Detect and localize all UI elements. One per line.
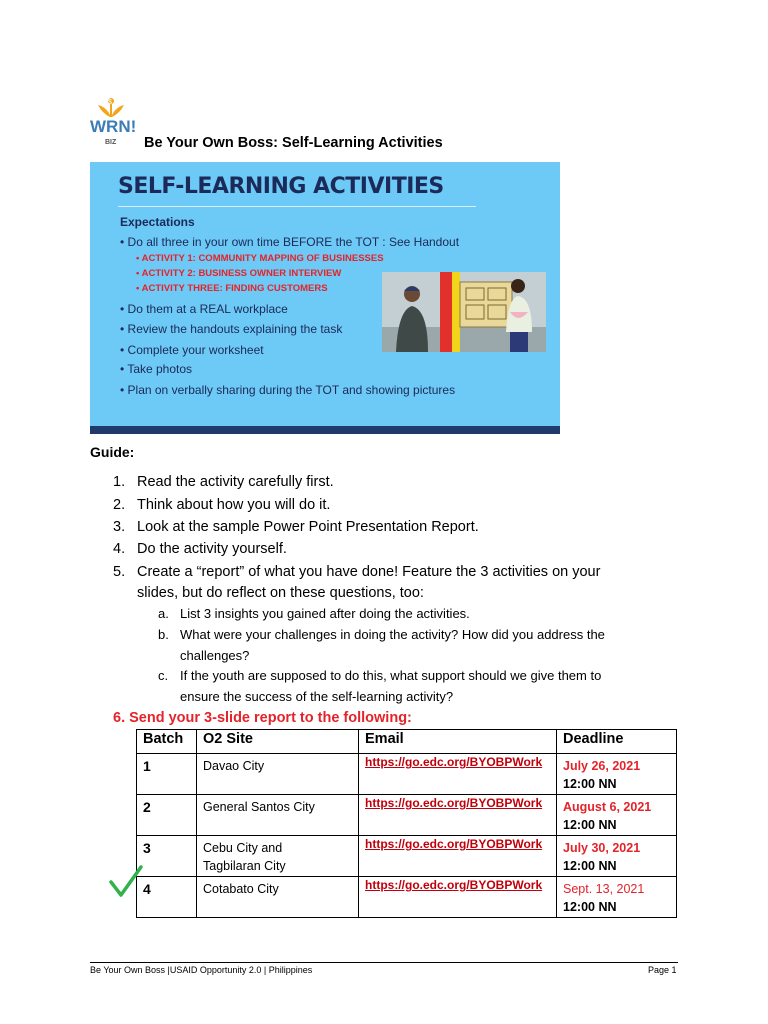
deadline-time: 12:00 NN xyxy=(563,818,617,832)
step-text: Read the activity carefully first. xyxy=(137,474,334,490)
step-text: Create a “report” of what you have done! Feature the 3 activities on your xyxy=(137,564,601,580)
site-line: Tagbilaran City xyxy=(203,859,286,873)
column-header-batch: Batch xyxy=(137,730,197,754)
logo-subtext: BIZ xyxy=(105,139,117,146)
slide-bullet: • Do them at a REAL workplace xyxy=(120,302,288,316)
checkmark-icon xyxy=(108,864,144,900)
email-link[interactable]: https://go.edc.org/BYOBPWork xyxy=(359,877,557,918)
substep-text: ensure the success of the self-learning activity? xyxy=(180,689,454,704)
email-link[interactable]: https://go.edc.org/BYOBPWork xyxy=(359,795,557,836)
column-header-email: Email xyxy=(359,730,557,754)
column-header-deadline: Deadline xyxy=(557,730,677,754)
table-row xyxy=(137,754,677,795)
email-link[interactable]: https://go.edc.org/BYOBPWork xyxy=(359,836,557,877)
deadline-cell xyxy=(557,795,677,836)
site-cell xyxy=(197,877,359,918)
batch-cell: 2 xyxy=(137,795,197,836)
people-at-board-photo xyxy=(382,272,546,352)
slide-bullet: • Take photos xyxy=(120,362,193,376)
deadline-time: 12:00 NN xyxy=(563,777,617,791)
wrn-logo xyxy=(90,95,140,153)
site-cell xyxy=(197,836,359,877)
substep-text: List 3 insights you gained after doing the activities. xyxy=(180,606,470,621)
step-number: 2. xyxy=(113,497,126,513)
step-number: 4. xyxy=(113,541,126,557)
table-row xyxy=(137,877,677,918)
send-report-instruction: 6. Send your 3-slide report to the following: xyxy=(113,710,412,726)
page-number: Page 1 xyxy=(648,965,677,975)
guide-heading: Guide: xyxy=(90,444,135,460)
deadline-time: 12:00 NN xyxy=(563,859,617,873)
slide-subtitle: Expectations xyxy=(120,215,195,229)
deadline-cell xyxy=(557,877,677,918)
slide-activity: • ACTIVITY THREE: FINDING CUSTOMERS xyxy=(136,283,328,294)
site-cell xyxy=(197,754,359,795)
batch-cell: 1 xyxy=(137,754,197,795)
slide-footer-band xyxy=(90,426,560,434)
site-line: Davao City xyxy=(203,759,265,773)
step-text: slides, but do reflect on these questions, too: xyxy=(137,585,424,601)
site-line: Cebu City and xyxy=(203,841,283,855)
table-row xyxy=(137,836,677,877)
step-text: Do the activity yourself. xyxy=(137,541,287,557)
slide-image xyxy=(90,162,560,434)
slide-bullet: • Plan on verbally sharing during the TOT and showing pictures xyxy=(120,383,456,397)
step-text: Think about how you will do it. xyxy=(137,497,331,513)
footer-divider xyxy=(90,962,678,963)
table-row xyxy=(137,795,677,836)
deadline-date: August 6, 2021 xyxy=(563,800,652,814)
substep-text: What were your challenges in doing the activity? How did you address the xyxy=(180,627,605,642)
slide-photo xyxy=(382,272,546,352)
batch-cell: 4 xyxy=(137,877,197,918)
logo-text: WRN! xyxy=(90,117,137,136)
deadline-date: July 30, 2021 xyxy=(563,841,641,855)
deadline-time: 12:00 NN xyxy=(563,900,617,914)
deadline-date: Sept. 13, 2021 xyxy=(563,882,645,896)
site-line: General Santos City xyxy=(203,800,315,814)
site-line: Cotabato City xyxy=(203,882,279,896)
step-number: 1. xyxy=(113,474,126,490)
batch-cell: 3 xyxy=(137,836,197,877)
step-number: 3. xyxy=(113,519,126,535)
footer-text: Be Your Own Boss |USAID Opportunity 2.0 | Philippines xyxy=(90,965,313,975)
document-title: Be Your Own Boss: Self-Learning Activities xyxy=(144,135,443,151)
deadline-cell xyxy=(557,836,677,877)
slide-bullet: • Complete your worksheet xyxy=(120,343,264,357)
substep-text: challenges? xyxy=(180,648,250,663)
substep-text: If the youth are supposed to do this, what support should we give them to xyxy=(180,668,602,683)
substep-letter: c. xyxy=(158,668,169,683)
slide-title-rule xyxy=(118,206,476,207)
email-link[interactable]: https://go.edc.org/BYOBPWork xyxy=(359,754,557,795)
table-header-row xyxy=(137,730,677,754)
slide-title: SELF-LEARNING ACTIVITIES xyxy=(118,174,444,199)
column-header-site: O2 Site xyxy=(197,730,359,754)
deadline-cell xyxy=(557,754,677,795)
svg-text:$: $ xyxy=(108,99,112,106)
substep-letter: a. xyxy=(158,606,169,621)
substep-letter: b. xyxy=(158,627,169,642)
slide-bullet: • Do all three in your own time BEFORE the TOT : See Handout xyxy=(120,235,460,249)
slide-activity: • ACTIVITY 1: COMMUNITY MAPPING OF BUSINESSES xyxy=(136,253,384,264)
slide-activity: • ACTIVITY 2: BUSINESS OWNER INTERVIEW xyxy=(136,268,342,279)
step-number: 5. xyxy=(113,564,126,580)
site-cell xyxy=(197,795,359,836)
deadline-date: July 26, 2021 xyxy=(563,759,641,773)
step-text: Look at the sample Power Point Presentation Report. xyxy=(137,519,479,535)
slide-bullet: • Review the handouts explaining the task xyxy=(120,322,343,336)
submission-table xyxy=(136,729,677,918)
